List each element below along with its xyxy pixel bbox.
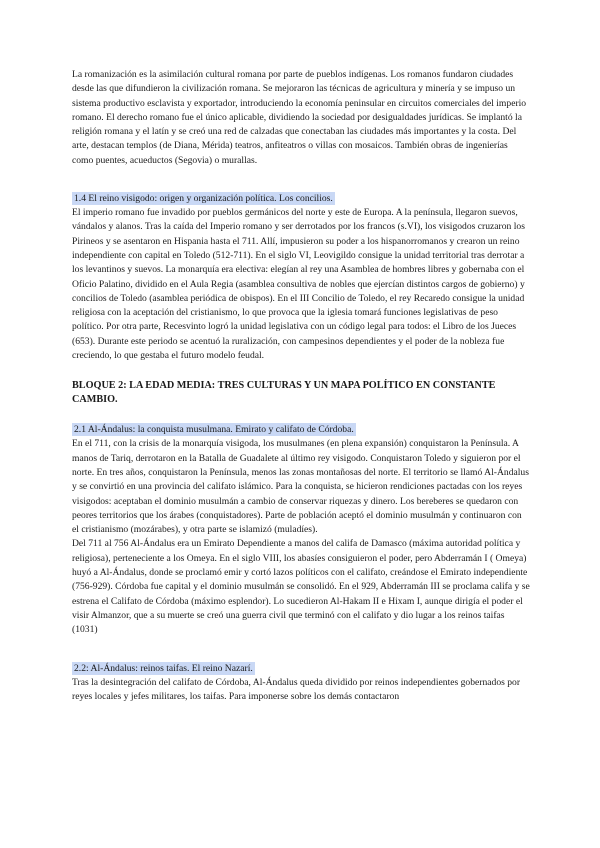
section-heading-2-1: 2.1 Al-Ándalus: la conquista musulmana. Emirato y califato de Córdoba. [74,424,354,436]
paragraph-reino-visigodo: El imperio romano fue invadido por pueblos germánicos del norte y este de Europa. A la península, llegaron suevos, vándalos y alanos. Tras la caída del Imperio romano y ser derrotados por los francos (s.VI), los visigodos cruzaron los Pirineos y se asentaron en Hispania hasta el 711. Allí, impusieron su poder a los hispanorromanos y crearon un reino independiente con capital en Toledo (512-711). En el siglo VI, Leovigildo consigue la unidad territorial tras derrotar a los levantinos y suevos. La monarquía era electiva: elegían al rey una Asamblea de hombres libres y gobernaba con el Oficio Palatino, dividido en el Aula Regia (asamblea consultiva de nobles que ejercían distintos cargos de gobierno) y concilios de Toledo (asamblea periódica de obispos). En el III Concilio de Toledo, el rey Recaredo consigue la unidad religiosa con la aceptación del cristianismo, lo que provoca que la iglesia tomará funciones legislativas de peso político. Por otra parte, Recesvinto logró la unidad legislativa con un código legal para todos: el Libro de los Jueces (653). Durante este periodo se acentuó la ruralización, con campesinos dependientes y el poder de la nobleza fue creciendo, lo que gestaba el futuro modelo feudal. [72,207,525,362]
paragraph-emirato-califato: Del 711 al 756 Al-Ándalus era un Emirato Dependiente a manos del califa de Damasco (máxima autoridad política y religiosa), perteneciente a los Omeya. En el siglo VIII, los abasíes consiguieron el poder, pero Abderramán I ( Omeya) huyó a Al-Ándalus, donde se proclamó emir y cortó lazos políticos con el califato, creándose el Emirato independiente (756-929). Córdoba fue capital y el dominio musulmán se consolidó. En el 929, Abderramán III se proclama califa y se estrena el Califato de Córdoba (máximo esplendor). Lo sucedieron Al-Hakam II e Hixam I, aunque dirigía el poder el visir Almanzor, que a su muerte se creó una guerra civil que terminó con el califato y dio lugar a los reinos taifas (1031) [72,538,530,636]
document-page [72,68,530,704]
block-2-title: BLOQUE 2: LA EDAD MEDIA: TRES CULTURAS Y UN MAPA POLÍTICO EN CONSTANTE CAMBIO. [72,380,496,406]
section-heading-1-4: 1.4 El reino visigodo: origen y organización política. Los concilios. [74,193,333,205]
paragraph-romanizacion: La romanización es la asimilación cultural romana por parte de pueblos indígenas. Los romanos fundaron ciudades desde las que difundieron la civilización romana. Se mejoraron las técnicas de agricultura y minería y se impuso un sistema productivo esclavista y exportador, introduciendo la economía peninsular en circuitos comerciales del imperio romano. El derecho romano fue el único aplicable, dividiendo la sociedad por desigualdades jurídicas. Se implantó la religión romana y el latín y se creó una red de calzadas que conectaban las ciudades más importantes y la costa. Del arte, destacan templos (de Diana, Mérida) teatros, anfiteatros o villas con mosaicos. También obras de ingenierías como puentes, acueductos (Segovia) o murallas. [72,69,527,166]
paragraph-conquista: En el 711, con la crisis de la monarquía visigoda, los musulmanes (en plena expansión) conquistaron la Península. A manos de Tariq, derrotaron en la Batalla de Guadalete al último rey visigodo. Conquistaron Toledo y siguieron por el norte. En tres años, conquistaron la Península, menos las zonas montañosas del norte. El territorio se llamó Al-Ándalus y se convirtió en una provincia del califato islámico. Para la conquista, se hicieron rendiciones pactadas con los reyes visigodos: aceptaban el dominio musulmán a cambio de conservar riquezas y dinero. Los bereberes se quedaron con peores territorios que los árabes (conquistadores). Parte de población aceptó el dominio musulmán y continuaron con el cristianismo (mozárabes), y otra parte se islamizó (muladíes). [72,438,529,536]
paragraph-reinos-taifas: Tras la desintegración del califato de Córdoba, Al-Ándalus queda dividido por reinos independientes gobernados por reyes locales y jefes militares, los taifas. Para imponerse sobre los demás contactaron [72,676,521,702]
section-heading-2-2: 2.2: Al-Ándalus: reinos taifas. El reino Nazarí. [74,662,253,674]
